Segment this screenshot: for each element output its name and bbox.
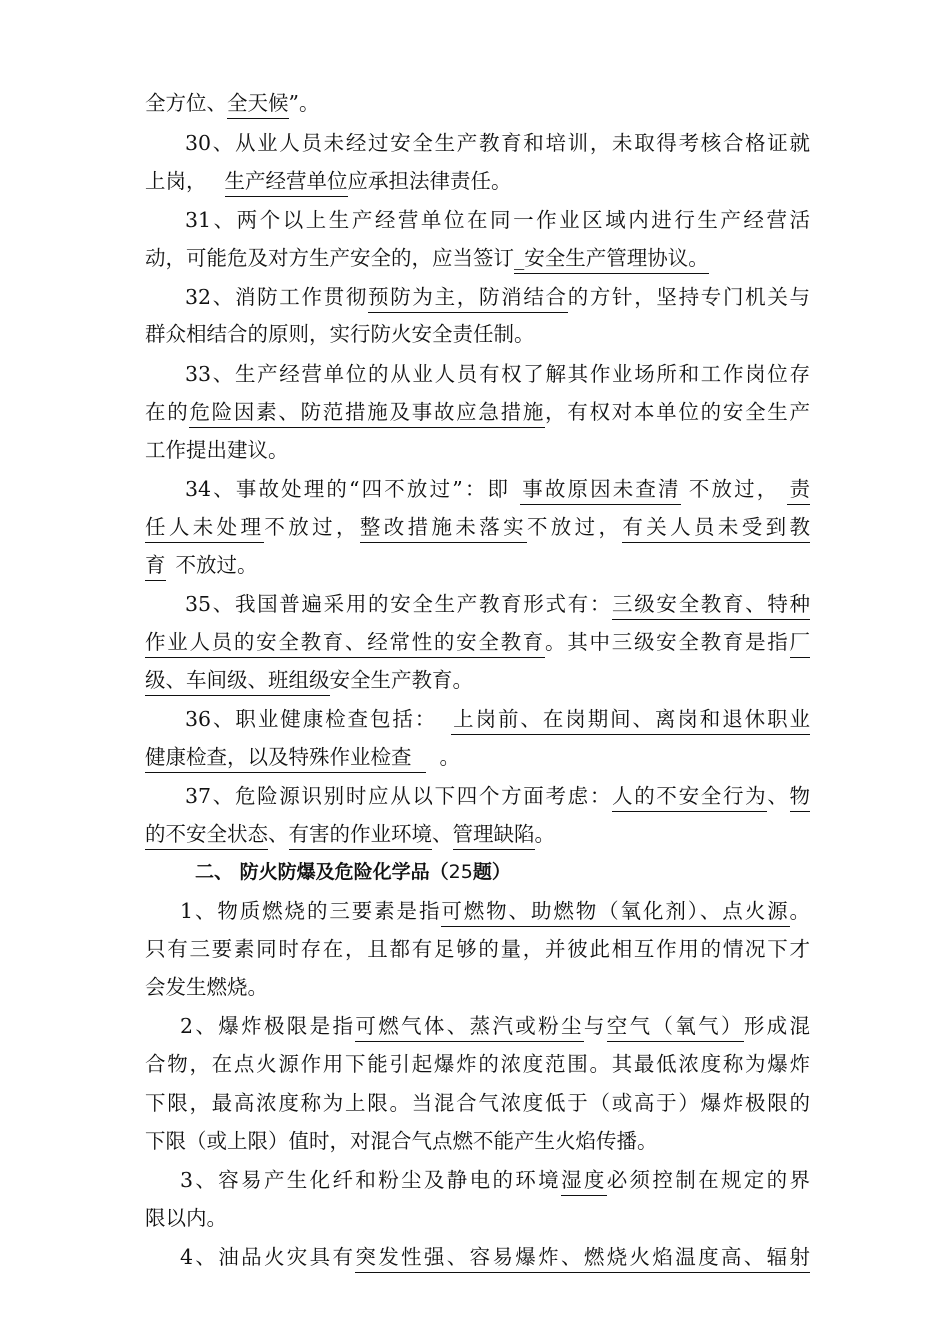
text-run: 33、生产经营单位的从业人员有权了解其作业场所和工作岗位存: [185, 362, 810, 386]
text-line: [185, 130, 810, 156]
text-run: 不放过，: [526, 515, 623, 539]
answer-underlined: 可燃物、助燃物（氧化剂）、点火源: [441, 899, 789, 927]
answer-underlined: 突发性强、容易爆炸、燃烧火焰温度高、辐射: [355, 1245, 810, 1273]
text-run: 动，可能危及对方生产安全的，应当签订: [145, 246, 514, 270]
answer-underlined: 上岗前、在岗期间、离岗和退休职业: [451, 707, 810, 735]
text-line: [145, 168, 810, 194]
text-run: 。其中三级安全教育是指: [545, 630, 790, 654]
text-line: [185, 361, 810, 387]
text-run: 35、我国普遍采用的安全生产教育形式有：: [185, 592, 613, 616]
answer-underlined: 作业人员的安全教育、经常性的安全教育: [145, 630, 545, 658]
answer-underlined: 有害的作业环境: [289, 822, 433, 850]
text-line: [185, 783, 810, 809]
text-line: [180, 898, 810, 924]
text-run: 。: [789, 899, 810, 923]
text-line: [145, 514, 810, 540]
answer-underlined: 全天候: [227, 91, 289, 119]
answer-underlined: 的不安全状态: [145, 822, 268, 850]
text-line: [145, 90, 810, 116]
answer-underlined: 级、车间级、班组级: [145, 668, 330, 696]
answer-underlined: 物: [790, 784, 811, 812]
text-line: [145, 1090, 810, 1116]
text-run: 应承担法律责任。: [347, 169, 512, 193]
text-run: 。: [439, 745, 460, 769]
text-run: 全方位、: [145, 91, 227, 115]
text-run: 。: [534, 822, 555, 846]
text-run: 30、从业人员未经过安全生产教育和培训，未取得考核合格证就: [185, 131, 810, 155]
text-line: [145, 936, 810, 962]
text-run: 合物，在点火源作用下能引起爆炸的浓度范围。其最低浓度称为爆炸: [145, 1052, 810, 1076]
answer-underlined: 责: [787, 477, 810, 505]
answer-underlined: 厂: [790, 630, 811, 658]
text-run: 不放过，: [264, 515, 360, 539]
text-run: 安全生产教育。: [329, 668, 473, 692]
text-run: 形成混: [743, 1014, 811, 1038]
text-line: [145, 629, 810, 655]
text-run: ，有权对本单位的安全生产: [545, 400, 811, 424]
text-line: [145, 1128, 810, 1154]
answer-underlined: 事故原因未查清: [520, 477, 681, 505]
text-line: [145, 399, 810, 425]
text-run: 上岗，: [145, 169, 207, 193]
text-run: 不放过。: [175, 553, 258, 577]
answer-underlined: 健康检查，以及特殊作业检查: [145, 745, 426, 773]
text-line: [180, 1013, 810, 1039]
answer-underlined: 空气（氧气）: [607, 1014, 744, 1042]
text-run: 会发生燃烧。: [145, 975, 268, 999]
text-run: 、: [767, 784, 790, 808]
text-run: 下限，最高浓度称为上限。当混合气浓度低于（或高于）爆炸极限的: [145, 1091, 810, 1115]
text-run: 在的: [145, 400, 190, 424]
text-line: [180, 1167, 810, 1193]
answer-underlined: 任人未处理: [145, 515, 264, 543]
text-run: 与: [583, 1014, 607, 1038]
text-run: 34、事故处理的“四不放过”：即: [185, 477, 511, 501]
answer-underlined: 危险因素、防范措施及事故应急措施: [189, 400, 545, 428]
text-line: [145, 667, 810, 693]
answer-underlined: 人的不安全行为: [612, 784, 767, 812]
text-run: 群众相结合的原则，实行防火安全责任制。: [145, 322, 535, 346]
text-run: 必须控制在规定的界: [606, 1168, 811, 1192]
text-run: 3、容易产生化纤和粉尘及静电的环境: [180, 1168, 561, 1192]
text-line: [145, 437, 810, 463]
text-line: [185, 207, 810, 233]
text-line: [145, 321, 810, 347]
text-run: 下限（或上限）值时，对混合气点燃不能产生火焰传播。: [145, 1129, 658, 1153]
text-run: 31、两个以上生产经营单位在同一作业区域内进行生产经营活: [185, 208, 810, 232]
text-run: 32、消防工作贯彻: [185, 285, 369, 309]
text-line: [185, 284, 810, 310]
answer-underlined: 可燃气体、蒸汽或粉尘: [355, 1014, 584, 1042]
answer-underlined: 整改措施未落实: [360, 515, 527, 543]
answer-underlined: 育: [145, 553, 166, 581]
text-run: 1、物质燃烧的三要素是指: [180, 899, 442, 923]
text-line: [185, 476, 810, 502]
text-run: 不放过，: [686, 477, 780, 501]
answer-underlined: 生产经营单位: [225, 169, 348, 197]
text-run: 、: [268, 822, 289, 846]
text-run: 二、 防火防爆及危险化学品（: [195, 861, 449, 883]
answer-underlined: 有关人员未受到教: [622, 515, 810, 543]
text-line: [145, 1051, 810, 1077]
answer-underlined: 管理缺陷: [453, 822, 535, 850]
text-line: [145, 744, 810, 770]
text-line: [145, 1205, 810, 1231]
text-run: 4、油品火灾具有: [180, 1245, 356, 1269]
section-heading: [195, 859, 511, 885]
text-line: [145, 245, 810, 271]
text-line: [145, 552, 810, 578]
text-run: 、: [432, 822, 453, 846]
text-run: 只有三要素同时存在，且都有足够的量，并彼此相互作用的情况下才: [145, 937, 810, 961]
text-run: 25: [448, 861, 473, 883]
text-run: 题）: [472, 861, 511, 883]
text-line: [185, 706, 810, 732]
text-run: ”。: [288, 91, 320, 115]
text-line: [180, 1244, 810, 1270]
text-line: [145, 821, 810, 847]
answer-underlined: 湿度: [561, 1168, 607, 1196]
answer-underlined: _安全生产管理协议。: [514, 246, 709, 274]
text-run: 工作提出建议。: [145, 438, 289, 462]
answer-underlined: 三级安全教育、特种: [612, 592, 810, 620]
text-run: 的方针，坚持专门机关与: [567, 285, 811, 309]
text-run: 36、职业健康检查包括：: [185, 707, 438, 731]
answer-underlined: 预防为主，防消结合: [368, 285, 568, 313]
text-run: 限以内。: [145, 1206, 227, 1230]
text-line: [145, 974, 810, 1000]
text-run: 37、危险源识别时应从以下四个方面考虑：: [185, 784, 613, 808]
text-line: [185, 591, 810, 617]
text-run: 2、爆炸极限是指: [180, 1014, 356, 1038]
